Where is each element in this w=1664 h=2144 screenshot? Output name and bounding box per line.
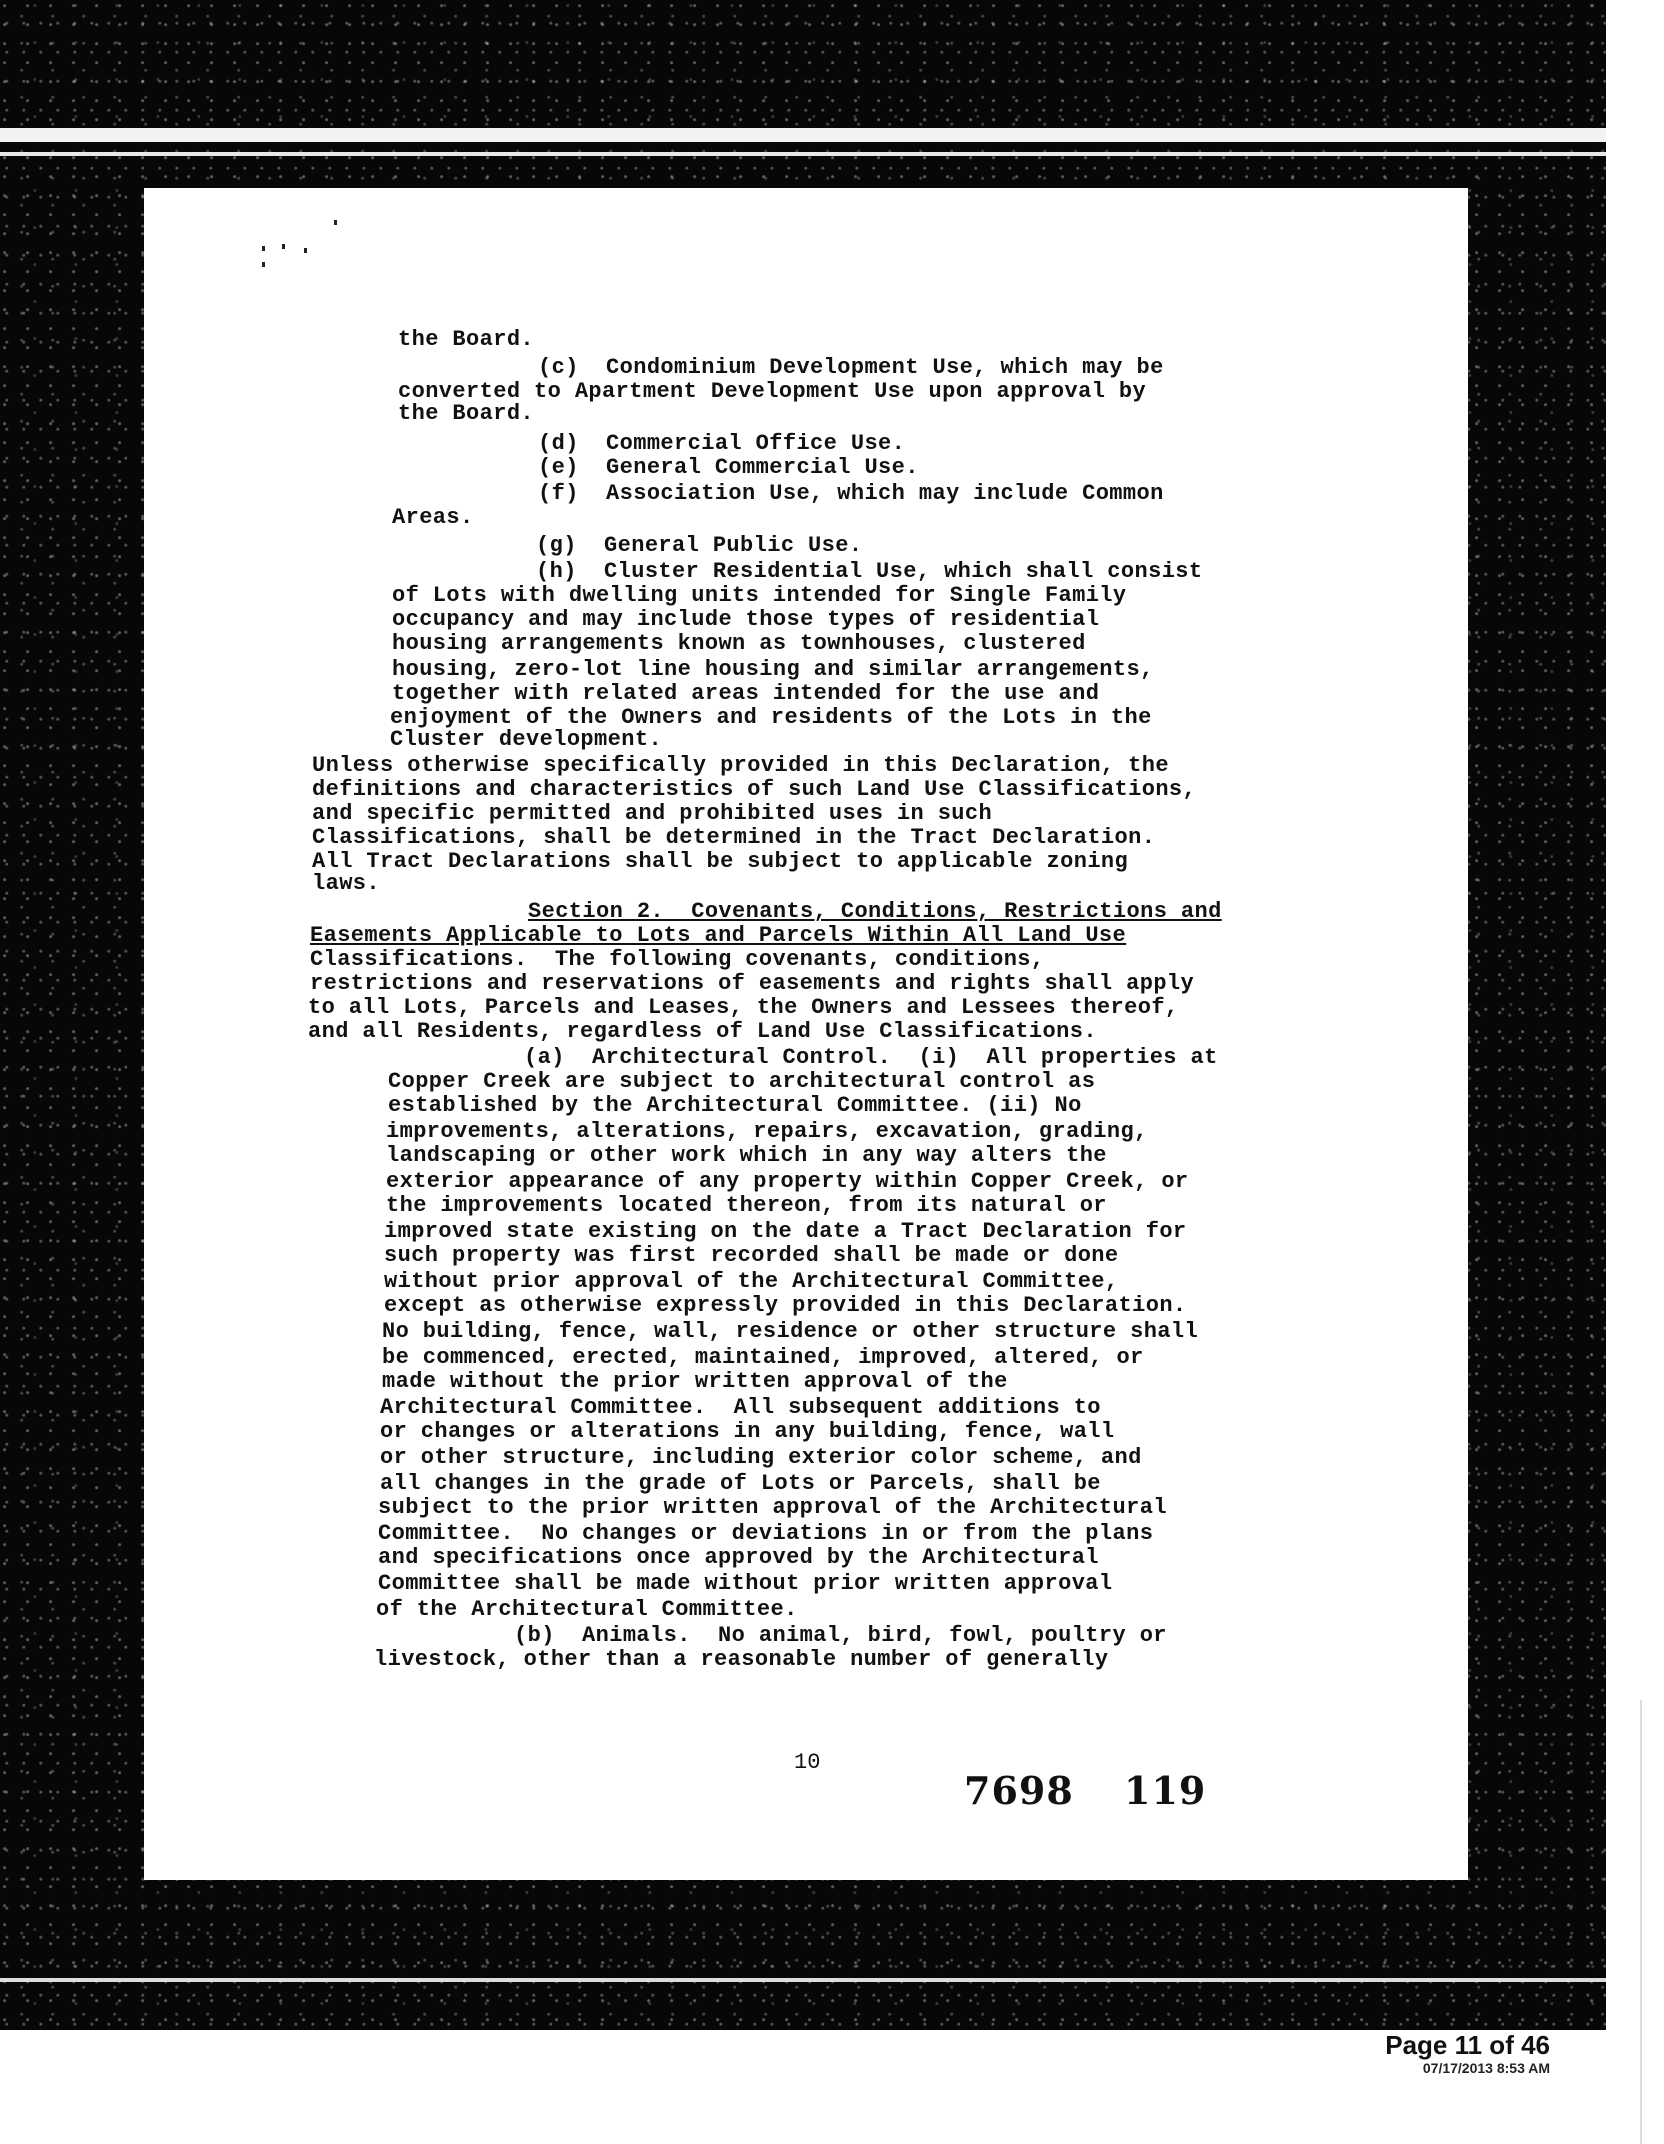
text-line: together with related areas intended for the use and	[392, 681, 1100, 706]
text-line: Copper Creek are subject to architectural control as	[388, 1069, 1096, 1094]
page-counter: Page 11 of 46	[1385, 2030, 1550, 2060]
text-line: laws.	[312, 871, 381, 896]
text-line: of Lots with dwelling units intended for Single Family	[392, 583, 1127, 608]
scan-edge-line	[1640, 1700, 1642, 2144]
text-line: except as otherwise expressly provided in this Declaration.	[384, 1293, 1187, 1318]
text-line: enjoyment of the Owners and residents of the Lots in the	[390, 705, 1152, 730]
text-line: made without the prior written approval of the	[382, 1369, 1008, 1394]
text-line: Classifications. The following covenants, conditions,	[310, 947, 1045, 972]
text-line: improved state existing on the date a Tract Declaration for	[384, 1219, 1187, 1244]
text-line: Unless otherwise specifically provided in this Declaration, the	[312, 753, 1169, 778]
recording-page-stamp: 119	[1124, 1768, 1207, 1813]
text-line: (g) General Public Use.	[536, 533, 863, 558]
page-footer	[1350, 2030, 1550, 2076]
text-line: or changes or alterations in any building, fence, wall	[380, 1419, 1115, 1444]
text-line: occupancy and may include those types of residential	[392, 607, 1100, 632]
text-line: Areas.	[392, 505, 474, 530]
text-line: (f) Association Use, which may include Common	[538, 481, 1164, 506]
text-line: (d) Commercial Office Use.	[538, 431, 906, 456]
text-line: subject to the prior written approval of the Architectural	[378, 1495, 1167, 1520]
text-line: or other structure, including exterior color scheme, and	[380, 1445, 1142, 1470]
text-line: Committee. No changes or deviations in or from the plans	[378, 1521, 1154, 1546]
text-line: livestock, other than a reasonable number of generally	[374, 1647, 1109, 1672]
document-page	[144, 188, 1468, 1880]
text-line: Committee shall be made without prior written approval	[378, 1571, 1113, 1596]
document-body	[144, 188, 1468, 1880]
text-line: No building, fence, wall, residence or other structure shall	[382, 1319, 1199, 1344]
text-line: without prior approval of the Architectural Committee,	[384, 1269, 1119, 1294]
text-line: exterior appearance of any property within Copper Creek, or	[386, 1169, 1189, 1194]
text-line: of the Architectural Committee.	[376, 1597, 798, 1622]
text-line: All Tract Declarations shall be subject to applicable zoning	[312, 849, 1129, 874]
scan-top-edge	[0, 128, 1606, 142]
print-timestamp: 07/17/2013 8:53 AM	[1422, 2060, 1550, 2076]
text-line: (c) Condominium Development Use, which may be	[538, 355, 1164, 380]
text-line: and specific permitted and prohibited uses in such	[312, 801, 993, 826]
scan-top-edge-secondary	[0, 152, 1606, 156]
text-line: the Board.	[398, 327, 535, 352]
text-line: housing, zero-lot line housing and similar arrangements,	[392, 657, 1154, 682]
recording-book-stamp: 7698	[964, 1768, 1074, 1813]
text-line: (e) General Commercial Use.	[538, 455, 919, 480]
section-heading-continued: Easements Applicable to Lots and Parcels Within All Land Use	[310, 923, 1127, 948]
text-line: (h) Cluster Residential Use, which shall consist	[536, 559, 1203, 584]
text-line: and all Residents, regardless of Land Use Classifications.	[308, 1019, 1097, 1044]
text-line: be commenced, erected, maintained, improved, altered, or	[382, 1345, 1144, 1370]
text-line: landscaping or other work which in any way alters the	[386, 1143, 1107, 1168]
text-line: definitions and characteristics of such Land Use Classifications,	[312, 777, 1197, 802]
text-line: the improvements located thereon, from its natural or	[386, 1193, 1107, 1218]
text-line: all changes in the grade of Lots or Parcels, shall be	[380, 1471, 1101, 1496]
text-line: converted to Apartment Development Use upon approval by	[398, 379, 1147, 404]
text-line: and specifications once approved by the Architectural	[378, 1545, 1099, 1570]
text-line: Classifications, shall be determined in the Tract Declaration.	[312, 825, 1156, 850]
section-heading: Section 2. Covenants, Conditions, Restrictions and	[528, 899, 1222, 924]
subsection-heading: (b) Animals. No animal, bird, fowl, poultry or	[514, 1623, 1167, 1648]
subsection-heading: (a) Architectural Control. (i) All properties at	[524, 1045, 1218, 1070]
text-line: established by the Architectural Committee. (ii) No	[388, 1093, 1082, 1118]
text-line: Cluster development.	[390, 727, 663, 752]
text-line: restrictions and reservations of easements and rights shall apply	[310, 971, 1195, 996]
scan-bottom-edge	[0, 1978, 1606, 1982]
text-line: improvements, alterations, repairs, excavation, grading,	[386, 1119, 1148, 1144]
page-number: 10	[794, 1750, 821, 1775]
text-line: the Board.	[398, 401, 535, 426]
text-line: housing arrangements known as townhouses, clustered	[392, 631, 1086, 656]
text-line: to all Lots, Parcels and Leases, the Owners and Lessees thereof,	[308, 995, 1179, 1020]
text-line: Architectural Committee. All subsequent additions to	[380, 1395, 1101, 1420]
text-line: such property was first recorded shall be made or done	[384, 1243, 1119, 1268]
